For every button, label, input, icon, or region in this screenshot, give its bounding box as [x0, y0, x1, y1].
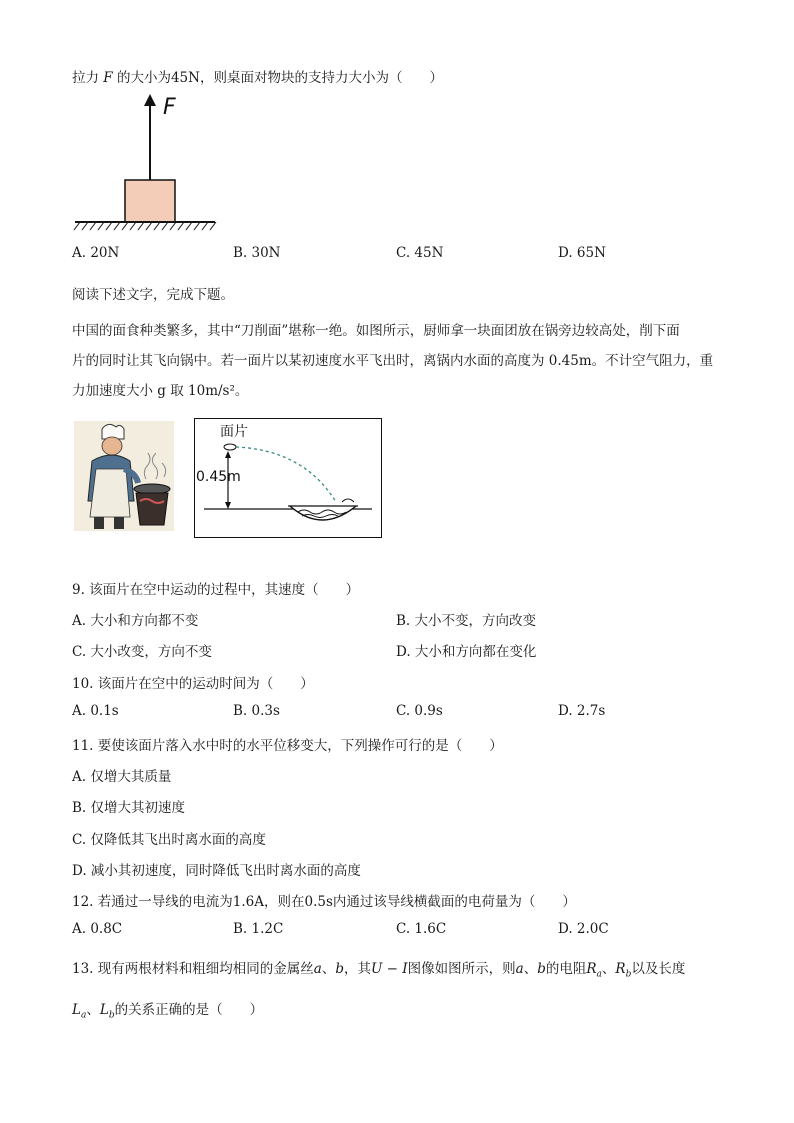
- q13-text-a: 13. 现有两根材料和粗细均相同的金属丝: [72, 961, 314, 977]
- q13-stem-line-1: [72, 957, 685, 980]
- q9-option-a: A. 大小和方向都不变: [72, 613, 199, 629]
- passage-line-3: 力加速度大小 g 取 10m/s²。: [72, 383, 249, 399]
- q13-stem-line-2: [72, 998, 263, 1021]
- projectile-diagram: [194, 418, 382, 538]
- q13-sub-lb: b: [108, 1010, 115, 1021]
- q13-text-b: ，其: [343, 961, 371, 977]
- q13-sub-la: a: [80, 1010, 87, 1021]
- q13-sep-3: 、: [601, 961, 616, 977]
- q9-option-c: C. 大小改变，方向不变: [72, 644, 212, 660]
- ground-hatch: [74, 222, 216, 230]
- q13-var-l2: L: [99, 1002, 109, 1018]
- q12-option-b: B. 1.2C: [233, 921, 284, 937]
- q13-var-u: U: [370, 961, 383, 977]
- noodle-label: 面片: [220, 424, 248, 440]
- force-arrow-head: [144, 94, 156, 106]
- q8-option-d: D. 65N: [558, 245, 606, 261]
- q12-option-d: D. 2.0C: [558, 921, 609, 937]
- q13-sep-1: 、: [321, 961, 336, 977]
- q11-stem: 11. 要使该面片落入水中时的水平位移变大，下列操作可行的是（ ）: [72, 738, 503, 754]
- q13-text-e: 以及长度: [631, 961, 686, 977]
- passage-line-2: 片的同时让其飞向锅中。若一面片以某初速度水平飞出时，离锅内水面的高度为 0.45m。不计空气阻力，重: [72, 353, 714, 369]
- q11-option-b: B. 仅增大其初速度: [72, 800, 186, 816]
- q10-option-a: A. 0.1s: [72, 703, 119, 719]
- q13-var-l: L: [72, 1002, 81, 1018]
- q9-stem: 9. 该面片在空中运动的过程中，其速度（ ）: [72, 582, 360, 598]
- noodle-piece: [224, 444, 236, 450]
- q9-option-b: B. 大小不变，方向改变: [396, 613, 537, 629]
- block: [125, 180, 175, 222]
- q13-var-r2: R: [615, 961, 626, 977]
- q10-option-d: D. 2.7s: [558, 703, 606, 719]
- q8-stem-var-f: F: [103, 70, 113, 86]
- q13-text-d: 的电阻: [545, 961, 587, 977]
- force-diagram: [70, 92, 220, 242]
- q13-dash: −: [382, 961, 403, 977]
- q12-stem: 12. 若通过一导线的电流为1.6A，则在0.5s内通过该导线横截面的电荷量为（ ）: [72, 894, 576, 910]
- q9-option-d: D. 大小和方向都在变化: [396, 644, 537, 660]
- q10-option-b: B. 0.3s: [233, 703, 280, 719]
- q8-option-b: B. 30N: [233, 245, 281, 261]
- q8-option-a: A. 20N: [72, 245, 120, 261]
- q11-option-a: A. 仅增大其质量: [72, 769, 172, 785]
- q13-sub-a: a: [596, 969, 602, 980]
- chef-illustration: [74, 421, 174, 531]
- q13-var-b2: b: [537, 961, 546, 977]
- q13-var-a2: a: [515, 961, 524, 977]
- q13-var-r: R: [586, 961, 597, 977]
- force-label: F: [163, 95, 176, 120]
- q13-sub-b: b: [625, 969, 632, 980]
- q8-option-c: C. 45N: [396, 245, 444, 261]
- q13-text-f: 的关系正确的是（ ）: [114, 1002, 264, 1018]
- q11-option-c: C. 仅降低其飞出时离水面的高度: [72, 832, 266, 848]
- height-label: 0.45m: [196, 469, 241, 485]
- q12-option-a: A. 0.8C: [72, 921, 123, 937]
- q13-text-c: 图像如图所示，则: [407, 961, 516, 977]
- q10-option-c: C. 0.9s: [396, 703, 443, 719]
- q13-var-a: a: [313, 961, 322, 977]
- q8-stem-text-a: 拉力: [72, 70, 99, 86]
- q8-stem-text-b: 的大小为45N，则桌面对物块的支持力大小为（ ）: [116, 70, 443, 86]
- q8-stem: [72, 66, 443, 86]
- q12-option-c: C. 1.6C: [396, 921, 447, 937]
- q13-var-b: b: [335, 961, 344, 977]
- reading-intro: 阅读下述文字，完成下题。: [72, 287, 234, 303]
- q10-stem: 10. 该面片在空中的运动时间为（ ）: [72, 676, 314, 692]
- q13-sep-2: 、: [523, 961, 538, 977]
- q11-option-d: D. 减小其初速度，同时降低飞出时离水面的高度: [72, 863, 361, 879]
- passage-line-1: 中国的面食种类繁多，其中“刀削面”堪称一绝。如图所示，厨师拿一块面团放在锅旁边较高处，削下面: [72, 323, 680, 339]
- q13-sep-4: 、: [86, 1002, 100, 1018]
- q13-var-i: I: [402, 961, 408, 977]
